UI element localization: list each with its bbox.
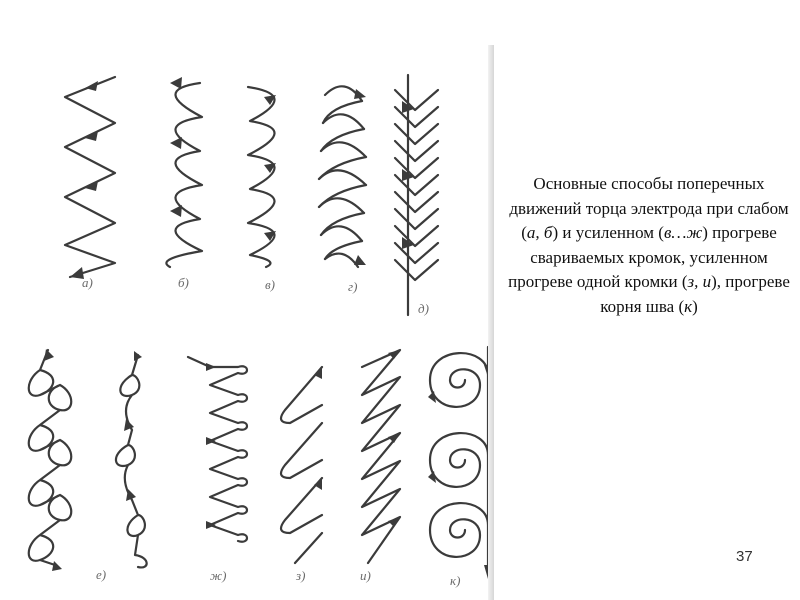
pattern-label-z: з) bbox=[296, 568, 306, 583]
pattern-label-a: а) bbox=[82, 275, 93, 290]
pattern-label-b: б) bbox=[178, 275, 189, 290]
pattern-i bbox=[281, 367, 371, 583]
pattern-label-e: е) bbox=[96, 567, 107, 582]
caption bbox=[500, 172, 798, 319]
pattern-label-d: д) bbox=[418, 301, 429, 316]
pattern-z bbox=[188, 357, 305, 583]
pattern-label-g: г) bbox=[348, 279, 358, 294]
caption-part: з, и bbox=[687, 272, 712, 291]
pattern-g bbox=[319, 86, 366, 294]
pattern-b bbox=[166, 77, 202, 290]
figure-edge bbox=[488, 45, 494, 600]
pattern-i-zigzag bbox=[362, 350, 400, 563]
pattern-label-k: к) bbox=[450, 573, 461, 588]
caption-part: к bbox=[684, 296, 693, 316]
pattern-label-zh: ж) bbox=[210, 568, 227, 583]
pattern-d bbox=[395, 75, 438, 316]
page-number: 37 bbox=[736, 548, 753, 565]
pattern-label-v: в) bbox=[265, 277, 275, 292]
caption-part: ) и усиленном ( bbox=[552, 223, 664, 242]
caption-part: ), прогреве корня шва ( bbox=[600, 272, 790, 316]
caption-part: ) bbox=[692, 296, 698, 316]
pattern-e bbox=[29, 349, 106, 582]
caption-part: Основные способы поперечных движений торца электрода при слабом ( bbox=[509, 174, 789, 242]
pattern-a bbox=[65, 77, 115, 290]
caption-part: а, б bbox=[526, 223, 553, 242]
pattern-v bbox=[248, 87, 276, 292]
pattern-k bbox=[428, 347, 492, 588]
weaving-patterns-svg bbox=[10, 45, 494, 600]
weaving-patterns-figure bbox=[10, 45, 494, 600]
pattern-label-i: и) bbox=[360, 568, 371, 583]
caption-part: ) прогреве свариваемых кромок, усиленном прогреве одной кромки ( bbox=[508, 223, 777, 291]
caption-part: в…ж bbox=[663, 223, 703, 242]
